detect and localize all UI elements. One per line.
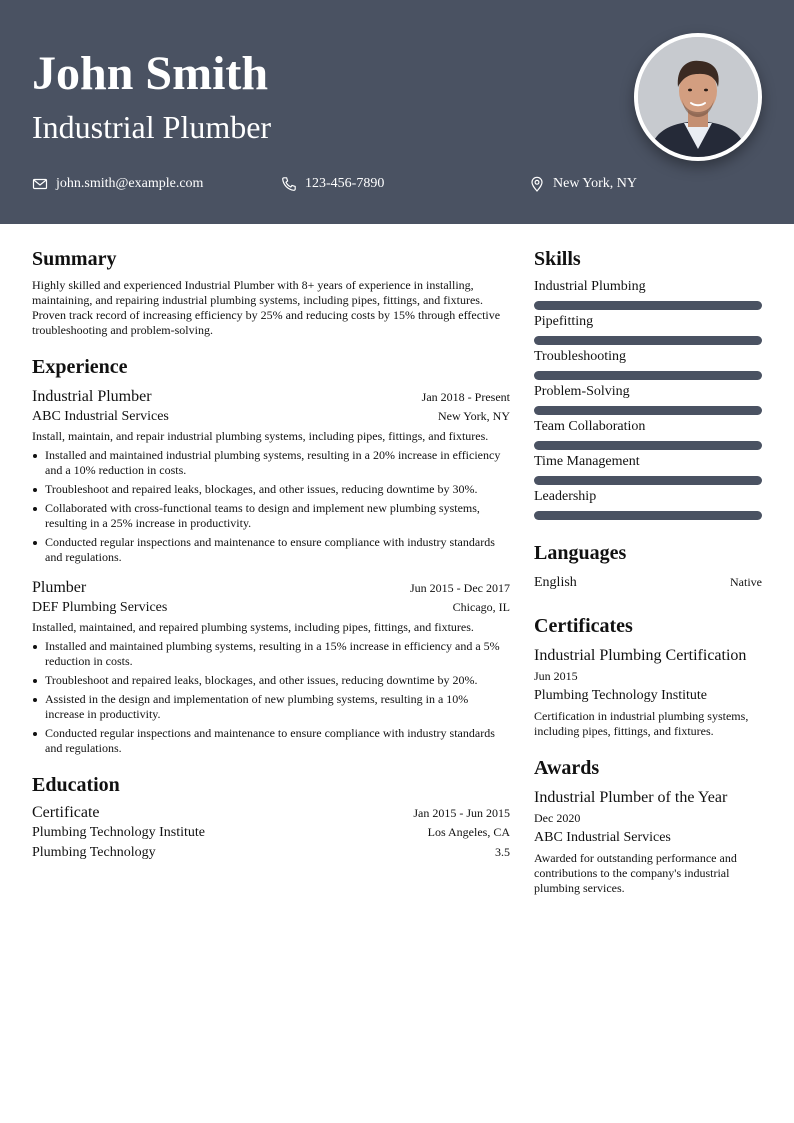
certificates-heading: Certificates — [534, 615, 633, 637]
award-name: Industrial Plumber of the Year — [534, 789, 728, 806]
skill-level-bar — [534, 476, 762, 485]
contact-phone — [281, 174, 384, 194]
education-field: Plumbing Technology — [32, 845, 156, 860]
skill-name: Industrial Plumbing — [534, 279, 646, 294]
job-bullet: Installed and maintained plumbing systems, resulting in a 15% increase in efficiency and a 5% reduction in costs. — [32, 639, 510, 669]
job-company: DEF Plumbing Services — [32, 600, 168, 615]
award-issuer: ABC Industrial Services — [534, 830, 671, 845]
skill-item — [534, 453, 762, 485]
education-gpa: 3.5 — [495, 845, 510, 859]
skill-level-bar — [534, 336, 762, 345]
experience-section — [32, 354, 510, 756]
skill-item — [534, 383, 762, 415]
skill-name: Team Collaboration — [534, 419, 646, 434]
map-pin-icon — [529, 176, 545, 192]
job-bullet: Troubleshoot and repaired leaks, blockages, and other issues, reducing downtime by 30%. — [32, 482, 510, 497]
job-bullet: Conducted regular inspections and maintenance to ensure compliance with industry standards and regulations. — [32, 726, 510, 756]
experience-heading: Experience — [32, 356, 128, 378]
education-heading: Education — [32, 774, 120, 796]
phone-icon — [281, 176, 297, 192]
job-location: New York, NY — [437, 409, 510, 423]
certificate-issuer: Plumbing Technology Institute — [534, 688, 707, 703]
job-bullet: Collaborated with cross-functional teams to design and implement new plumbing systems, resulting in a 25% increase in productivity. — [32, 501, 510, 531]
skill-item — [534, 488, 762, 520]
candidate-title: Industrial Plumber — [32, 109, 272, 145]
education-dates: Jan 2015 - Jun 2015 — [413, 806, 510, 820]
profile-photo — [634, 33, 762, 161]
skill-name: Problem-Solving — [534, 384, 630, 399]
job-bullet: Assisted in the design and implementation of new plumbing systems, resulting in a 10% increase in productivity. — [32, 692, 510, 722]
portrait-image — [638, 37, 758, 157]
skill-name: Leadership — [534, 489, 597, 504]
awards-section — [534, 755, 762, 896]
job-title: Plumber — [32, 579, 87, 596]
candidate-name: John Smith — [32, 47, 269, 100]
summary-text: Highly skilled and experienced Industrial Plumber with 8+ years of experience in installing, maintaining, and repairing industrial plumbing systems, including pipes, fittings, and fixtures. Proven track record of increasing efficiency by 25% and reducing costs by 15% through effective troubleshooting and problem-solving. — [32, 278, 501, 337]
job-bullet: Troubleshoot and repaired leaks, blockages, and other issues, reducing downtime by 20%. — [32, 673, 510, 688]
education-institution: Plumbing Technology Institute — [32, 825, 205, 840]
skill-name: Pipefitting — [534, 314, 594, 329]
job-description: Install, maintain, and repair industrial plumbing systems, including pipes, fittings, and fixtures. — [32, 429, 489, 443]
skill-name: Troubleshooting — [534, 349, 627, 364]
skill-level-bar — [534, 301, 762, 310]
skill-level-bar — [534, 441, 762, 450]
language-name: English — [534, 575, 577, 590]
language-level: Native — [730, 575, 762, 589]
language-item — [534, 573, 762, 593]
contact-location — [529, 174, 637, 194]
certificates-section — [534, 613, 762, 739]
job-dates: Jan 2018 - Present — [421, 390, 510, 404]
skill-item — [534, 313, 762, 345]
job-dates: Jun 2015 - Dec 2017 — [410, 581, 510, 595]
education-degree: Certificate — [32, 804, 100, 821]
resume-header — [0, 0, 794, 224]
skill-item — [534, 278, 762, 310]
location-text: New York, NY — [553, 176, 638, 191]
phone-text: 123-456-7890 — [305, 176, 385, 191]
job-description: Installed, maintained, and repaired plumbing systems, including pipes, fittings, and fixtures. — [32, 620, 474, 634]
summary-section — [32, 246, 510, 338]
job-entry — [32, 386, 510, 565]
job-bullets — [32, 639, 510, 756]
skill-name: Time Management — [534, 454, 640, 469]
skill-level-bar — [534, 406, 762, 415]
side-column — [534, 246, 762, 896]
languages-heading: Languages — [534, 542, 627, 564]
contact-email — [32, 174, 203, 194]
job-company: ABC Industrial Services — [32, 409, 169, 424]
skill-level-bar — [534, 371, 762, 380]
award-date: Dec 2020 — [534, 811, 581, 825]
languages-section — [534, 540, 762, 593]
main-column — [32, 246, 510, 863]
certificate-date: Jun 2015 — [534, 669, 578, 683]
skills-heading: Skills — [534, 248, 581, 270]
award-description: Awarded for outstanding performance and contributions to the company's industrial plumbing services. — [534, 851, 737, 895]
job-location: Chicago, IL — [452, 600, 510, 614]
certificate-name: Industrial Plumbing Certification — [534, 647, 747, 664]
awards-heading: Awards — [534, 757, 600, 779]
certificate-description: Certification in industrial plumbing systems, including pipes, fittings, and fixtures. — [534, 709, 749, 738]
envelope-icon — [32, 176, 48, 192]
skill-item — [534, 418, 762, 450]
summary-heading: Summary — [32, 248, 117, 270]
job-entry — [32, 577, 510, 756]
job-bullet: Installed and maintained industrial plumbing systems, resulting in a 20% increase in efficiency and a 10% reduction in costs. — [32, 448, 510, 478]
education-location: Los Angeles, CA — [427, 825, 510, 839]
skill-level-bar — [534, 511, 762, 520]
job-title: Industrial Plumber — [32, 388, 152, 405]
job-bullets — [32, 448, 510, 565]
email-text: john.smith@example.com — [56, 176, 204, 191]
education-section — [32, 772, 510, 863]
skills-section — [534, 246, 762, 520]
job-bullet: Conducted regular inspections and maintenance to ensure compliance with industry standards and regulations. — [32, 535, 510, 565]
skills-list — [534, 278, 762, 520]
skill-item — [534, 348, 762, 380]
